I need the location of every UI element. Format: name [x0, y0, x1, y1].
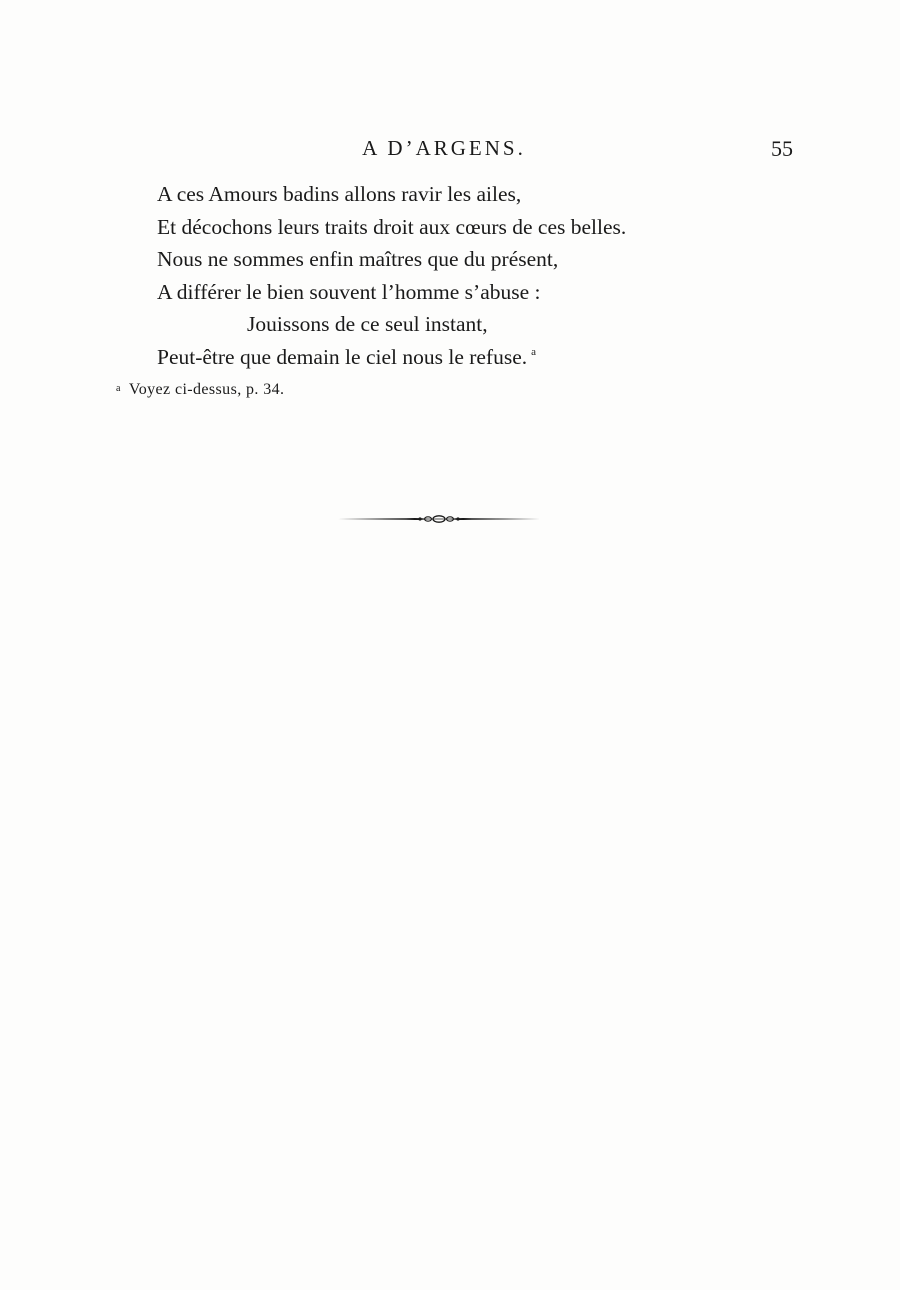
verse-line: Et décochons leurs traits droit aux cœurs de ces belles. — [157, 214, 627, 239]
footnote-mark: a — [116, 383, 121, 394]
tailpiece-ornament-icon — [336, 511, 542, 527]
verse-line-with-note — [157, 341, 797, 374]
verse-line-text: Peut-être que demain le ciel nous le refuse. — [157, 344, 528, 369]
footnote-text: Voyez ci-dessus, p. 34. — [128, 381, 285, 398]
verse-line: Nous ne sommes enfin maîtres que du présent, — [157, 247, 559, 271]
footnote — [116, 381, 284, 399]
poem-stanza — [157, 178, 797, 373]
page-number: 55 — [771, 136, 793, 161]
footnote-reference: a — [531, 346, 537, 359]
running-title: A D’ARGENS. — [362, 136, 526, 160]
verse-line: A ces Amours badins allons ravir les ailes, — [157, 182, 522, 206]
verse-line: A différer le bien souvent l’homme s’abuse : — [157, 279, 541, 304]
running-head — [0, 136, 900, 166]
verse-line-indented: Jouissons de ce seul instant, — [247, 312, 488, 336]
